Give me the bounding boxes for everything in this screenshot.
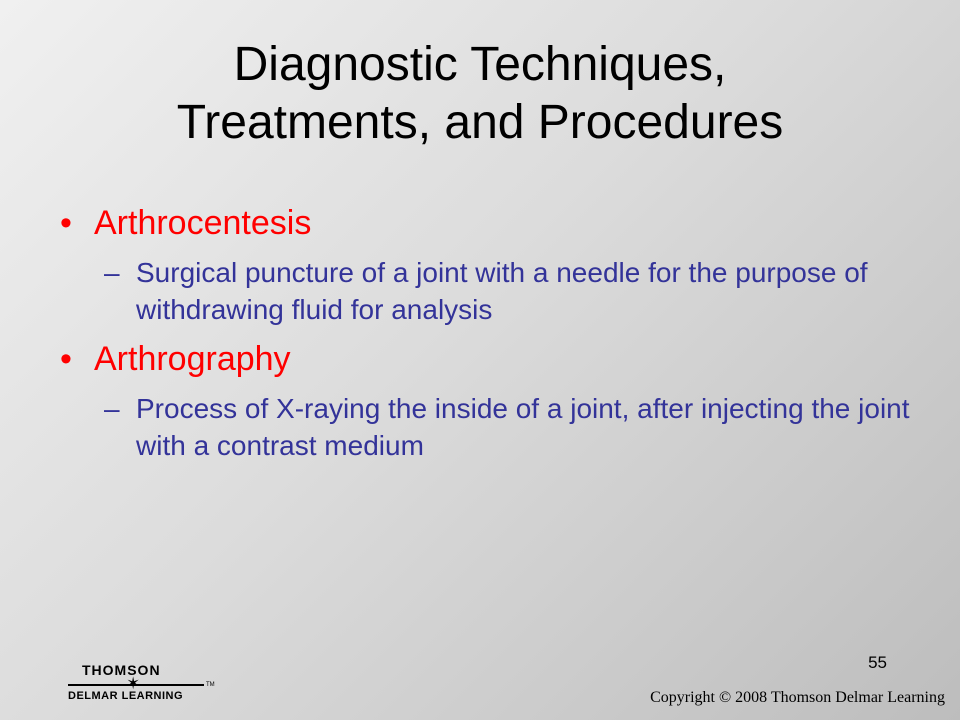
slide-title bbox=[60, 36, 900, 152]
dash-icon: – bbox=[104, 393, 120, 424]
bullet-list bbox=[60, 200, 920, 472]
dash-icon: – bbox=[104, 257, 120, 288]
bullet-item-arthrocentesis bbox=[60, 200, 920, 246]
sub-bullet-arthrography bbox=[104, 390, 920, 464]
logo-line-1: THOMSON bbox=[82, 662, 161, 678]
sub-bullet-text: Surgical puncture of a joint with a needle for the purpose of withdrawing fluid for analysis bbox=[136, 257, 868, 325]
bullet-dot-icon: • bbox=[60, 204, 72, 242]
bullet-term: Arthrography bbox=[94, 340, 291, 378]
bullet-item-arthrography bbox=[60, 336, 920, 382]
trademark-mark: TM bbox=[206, 682, 215, 688]
page-number: 55 bbox=[868, 653, 887, 672]
title-line-2: Treatments, and Procedures bbox=[176, 96, 784, 149]
title-line-1: Diagnostic Techniques, bbox=[233, 38, 727, 91]
star-icon: ✶ bbox=[126, 674, 141, 693]
thomson-delmar-logo bbox=[66, 660, 216, 708]
bullet-dot-icon: • bbox=[60, 340, 72, 378]
logo-line-2: DELMAR LEARNING bbox=[68, 690, 184, 702]
sub-bullet-text: Process of X-raying the inside of a joint, after injecting the joint with a contrast medium bbox=[136, 393, 910, 461]
bullet-term: Arthrocentesis bbox=[94, 204, 312, 242]
sub-bullet-arthrocentesis bbox=[104, 254, 920, 328]
copyright-notice: Copyright © 2008 Thomson Delmar Learning bbox=[650, 689, 945, 706]
